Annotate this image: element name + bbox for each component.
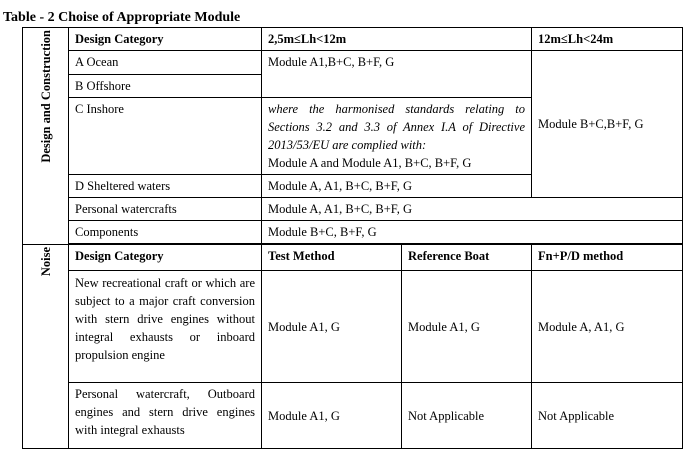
noise-reference-value: Not Applicable: [402, 383, 532, 449]
dc-row-label: Personal watercrafts: [69, 198, 262, 221]
noise-reference-value: Module A1, G: [402, 271, 532, 383]
noise-test-value: Module A1, G: [262, 383, 402, 449]
dc-row-label: A Ocean: [69, 51, 262, 75]
noise-row-label: New recreational craft or which are subject to a major craft conversion with stern drive engines without integral exhausts or inboard propulsion engine: [69, 271, 262, 383]
dc-header-large-boats: 12m≤Lh<24m: [532, 28, 683, 51]
dc-inshore-value: Module A and Module A1, B+C, B+F, G: [268, 156, 472, 170]
noise-row-pwc: [23, 383, 683, 449]
noise-header-category: Design Category: [69, 245, 262, 271]
dc-row-label: Components: [69, 221, 262, 244]
dc-inshore-note: where the harmonised standards relating to Sections 3.2 and 3.3 of Annex I.A of Directive 2013/53/EU are complied with:: [268, 102, 526, 152]
table-caption: Table - 2 Choise of Appropriate Module: [3, 10, 241, 25]
noise-row-label: Personal watercraft, Outboard engines and stern drive engines with integral exhausts: [69, 383, 262, 449]
dc-side-label: Design and Construction: [38, 30, 53, 163]
dc-header-category: Design Category: [69, 28, 262, 51]
noise-test-value: Module A1, G: [262, 271, 402, 383]
dc-row-label: D Sheltered waters: [69, 175, 262, 198]
dc-row-label: C Inshore: [69, 98, 262, 175]
dc-pwc-value: Module A, A1, B+C, B+F, G: [262, 198, 683, 221]
module-table: [22, 27, 683, 449]
dc-row-pwc: [23, 198, 683, 221]
dc-row-components: [23, 221, 683, 244]
noise-fn-value: Module A, A1, G: [532, 271, 683, 383]
dc-large-value: Module B+C,B+F, G: [532, 51, 683, 198]
dc-side-cell: [23, 28, 69, 245]
dc-row-ocean: [23, 51, 683, 75]
dc-header-row: [23, 28, 683, 51]
noise-header-fn: Fn+P/D method: [532, 245, 683, 271]
dc-header-small-boats: 2,5m≤Lh<12m: [262, 28, 532, 51]
dc-ab-value: Module A1,B+C, B+F, G: [262, 51, 532, 98]
dc-sheltered-value: Module A, A1, B+C, B+F, G: [262, 175, 532, 198]
dc-components-value: Module B+C, B+F, G: [262, 221, 683, 244]
noise-header-reference: Reference Boat: [402, 245, 532, 271]
noise-fn-value: Not Applicable: [532, 383, 683, 449]
noise-side-cell: [23, 245, 69, 449]
noise-header-row: [23, 245, 683, 271]
noise-side-label: Noise: [38, 247, 53, 277]
dc-inshore-cell: [262, 98, 532, 175]
noise-header-test: Test Method: [262, 245, 402, 271]
noise-row-recreational: [23, 271, 683, 383]
dc-row-label: B Offshore: [69, 75, 262, 98]
